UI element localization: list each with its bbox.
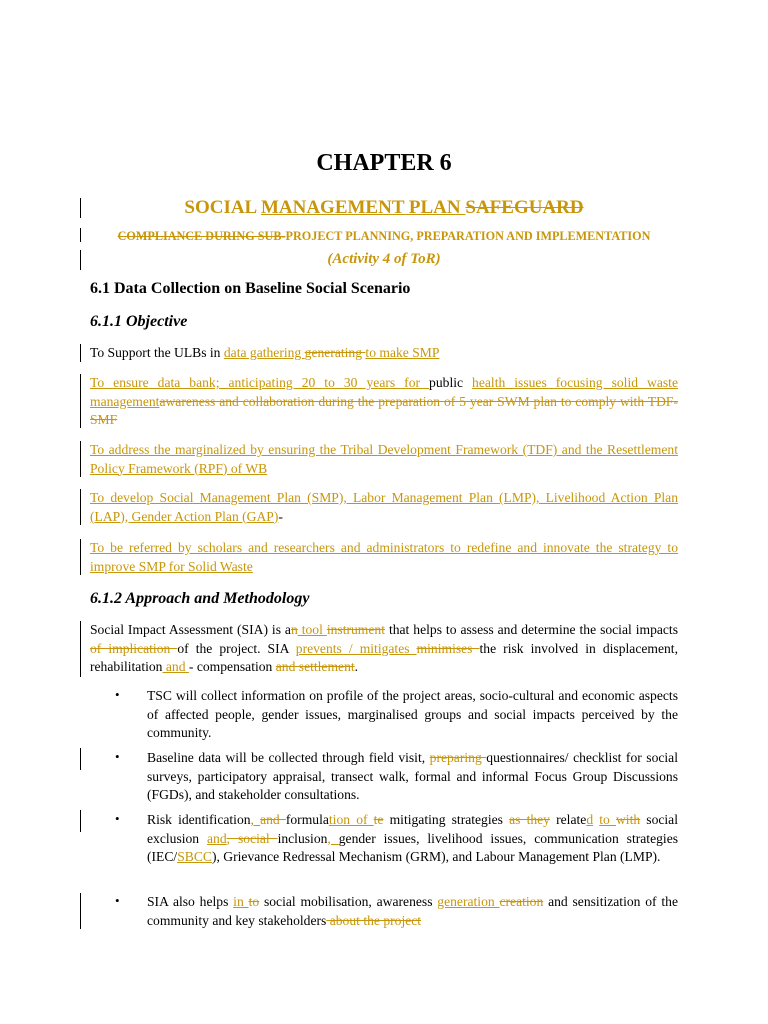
activity-label: (Activity 4 of ToR) [327,251,441,267]
deleted-text: COMPLIANCE DURING SUB- [117,229,286,243]
deleted-text: and [260,812,286,827]
plain-text: ), Grievance Redressal Mechanism (GRM), and Labour Management Plan (LMP). [211,849,661,864]
plain-text: Risk identification [147,812,251,827]
objective-paragraph [90,344,678,363]
list-item [115,687,678,743]
bullet-icon: • [115,749,120,764]
inserted-text: to [599,812,616,827]
change-bar [80,250,81,270]
plain-text: To Support the ULBs in [90,345,224,360]
list-item [115,811,678,867]
change-bar [80,198,81,218]
objective-paragraph [90,489,678,526]
deleted-text: te [373,812,384,827]
plain-text: Baseline data will be collected through field visit, [147,750,430,765]
plain-text: that helps to assess and determine the social impacts [385,622,679,637]
change-bar [80,489,81,525]
change-bar [80,893,81,929]
change-bar [80,621,81,677]
subtitle-line [90,229,678,244]
plain-text: - compensation [188,659,276,674]
deleted-text: generating [304,345,366,360]
title-text: SOCIAL [184,197,261,218]
inserted-text: To be referred by scholars and researchers and administrators to redefine and innovate the strategy to improve SMP for Solid Waste [90,540,678,574]
change-bar [80,344,81,362]
plain-text: inclusion [277,830,328,846]
inserted-text: health issues focusing solid waste management [90,375,678,409]
plain-text: formula [285,812,329,827]
inserted-text: d [586,812,594,827]
inserted-text: To develop Social Management Plan (SMP), Labor Management Plan (LMP), Livelihood Action Plan (LAP), Gender Action Plan (GAP) [90,490,678,524]
heading-6-1-1: 6.1.1 Objective [90,313,188,330]
plain-text: social mobilisation, awareness [259,894,438,909]
inserted-text: and [162,659,189,674]
deleted-text: to [248,894,260,909]
approach-paragraph [90,621,678,677]
list-item [115,893,678,930]
inserted-text: To ensure data bank; anticipating 20 to 30 years for [90,375,430,390]
deleted-text: as they [509,812,550,827]
deleted-text: n [290,622,298,637]
list-item [115,749,678,805]
change-bar [80,748,81,770]
deleted-text: awareness and collaboration during the preparation of 5 year SWM plan to comply with TDF-SMF [90,393,678,427]
plain-text: Social Impact Assessment (SIA) is a [90,622,291,637]
deleted-text: SAFEGUARD [465,197,584,218]
deleted-text: creation [499,894,544,909]
bullet-text [147,749,678,805]
bullet-text: TSC will collect information on profile of the project areas, socio-cultural and economic aspects of affected people, gender issues, marginalised groups and social impacts perceived by the community. [147,688,678,740]
deleted-text: , social [226,830,278,846]
objective-paragraph [90,374,678,430]
plain-text: public [429,375,473,390]
deleted-text: with [615,812,641,827]
inserted-text: MANAGEMENT PLAN [260,197,466,218]
plain-text: - [278,508,283,524]
bullet-icon: • [115,687,120,702]
change-bar [80,441,81,477]
plain-text: questionnaires/ checklist for social surveys, participatory appraisal, transect walk, formal and informal Focus Group Discussions (FGDs), and stakeholder consultations. [147,750,678,802]
change-bar [80,374,81,428]
deleted-text: of implication [90,640,178,656]
subtitle-text: PROJECT PLANNING, PREPARATION AND IMPLEMENTATION [285,229,651,243]
bullet-icon: • [115,893,120,908]
plain-text: the risk involved in displacement, rehabilitation [90,640,678,674]
bullet-text [147,893,678,930]
inserted-text: data gathering [223,345,305,360]
heading-6-1-2: 6.1.2 Approach and Methodology [90,590,310,607]
change-bar [80,810,81,832]
section-title [90,197,678,219]
plain-text: gender issues, livelihood issues, communication strategies (IEC/ [147,830,679,864]
plain-text: mitigating strategies [383,812,510,827]
inserted-text: To address the marginalized by ensuring the Tribal Development Framework (TDF) and the Resettlement Policy Framework (RPF) of WB [90,442,678,476]
deleted-text: about the project [326,912,422,928]
inserted-text: in [233,894,249,909]
bullet-text [147,811,678,867]
plain-text: social exclusion [147,812,678,846]
inserted-text: , [327,830,339,846]
heading-6-1: 6.1 Data Collection on Baseline Social Scenario [90,280,411,297]
inserted-text: and [207,830,227,846]
inserted-text: tool [297,622,327,637]
objective-paragraph [90,539,678,576]
plain-text: SIA also helps [147,894,234,909]
inserted-text: to make SMP [365,345,440,360]
inserted-text: , [250,812,261,827]
bullet-icon: • [115,811,120,826]
plain-text: of the project. SIA [177,640,296,656]
inserted-text: generation [437,894,500,909]
change-bar [80,228,81,242]
inserted-text: tion of [328,812,374,827]
deleted-text: preparing [429,750,487,765]
inserted-text: SBCC [177,849,212,864]
inserted-text: prevents / mitigates [295,640,417,656]
chapter-title: CHAPTER 6 [316,150,452,176]
deleted-text: and settlement [275,659,355,674]
plain-text: . [354,659,359,674]
objective-paragraph [90,441,678,478]
change-bar [80,539,81,575]
deleted-text: instrument [326,622,385,637]
deleted-text: minimises [416,640,480,656]
plain-text: and sensitization of the community and key stakeholders [147,894,678,928]
plain-text: relate [549,812,587,827]
